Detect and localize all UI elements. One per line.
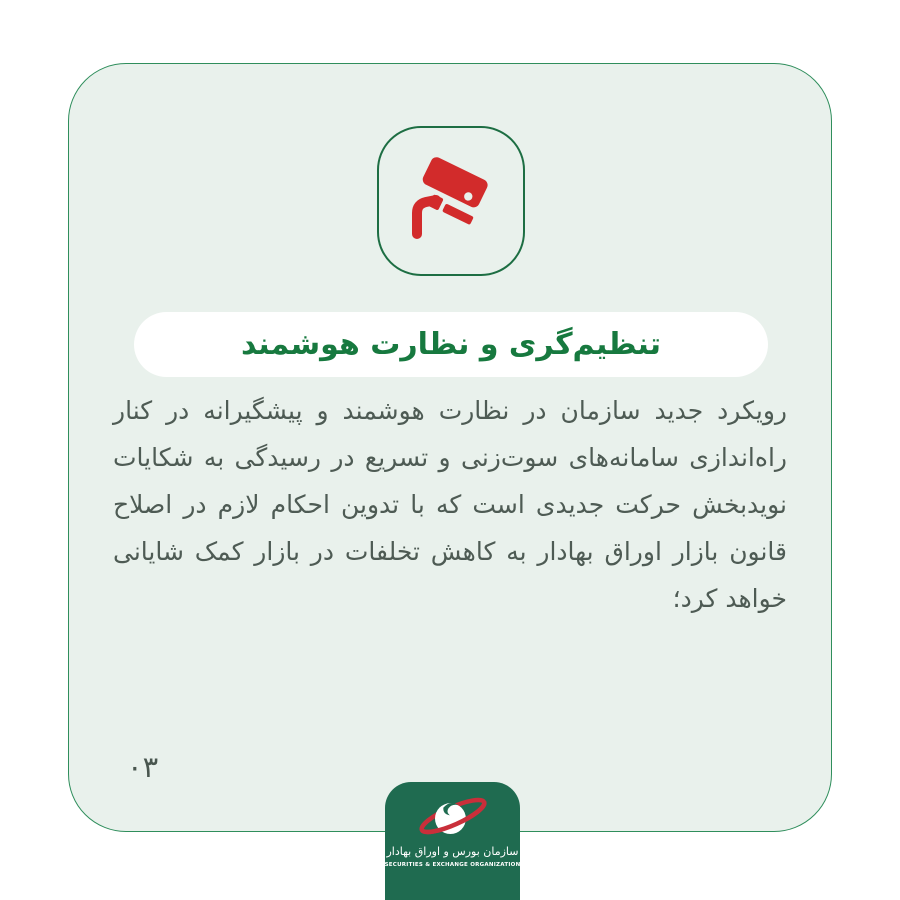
cctv-camera-icon	[401, 151, 501, 251]
org-name-en: SECURITIES & EXCHANGE ORGANIZATION	[384, 862, 521, 868]
seo-logo-icon	[412, 789, 494, 843]
page-number: ۰۳	[127, 750, 159, 784]
camera-icon-box	[377, 126, 525, 276]
page-title: تنظیم‌گری و نظارت هوشمند	[240, 327, 662, 362]
content-card	[68, 63, 832, 832]
title-pill	[134, 312, 768, 377]
body-paragraph: رویکرد جدید سازمان در نظارت هوشمند و پیشگیرانه در کنار راه‌اندازی سامانه‌های سوت‌زنی و تسریع در رسیدگی به شکایات نویدبخش حرکت جدیدی است که با تدوین احکام لازم در اصلاح قانون بازار اوراق بهادار به کاهش تخلفات در بازار کمک شایانی خواهد کرد؛	[113, 396, 787, 613]
footer-logo-badge	[385, 782, 520, 900]
org-name-fa: سازمان بورس و اوراق بهادار	[386, 845, 519, 858]
